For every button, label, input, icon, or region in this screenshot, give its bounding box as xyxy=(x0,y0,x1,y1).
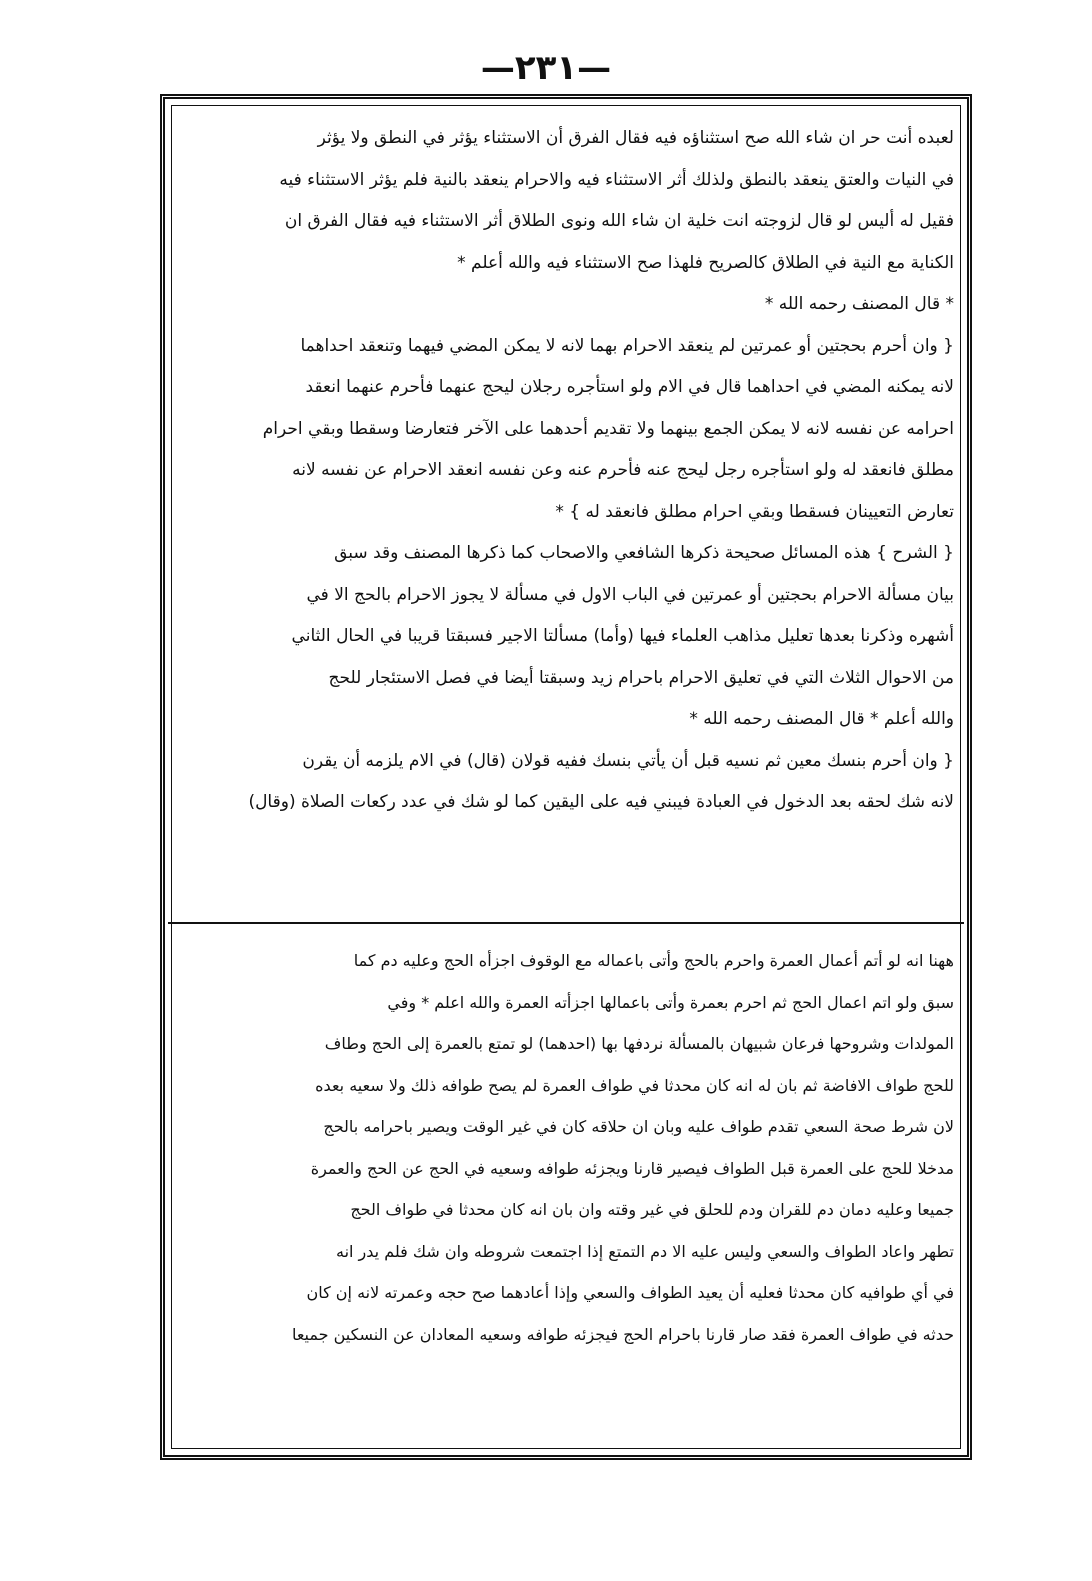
footnote-line: للحج طواف الافاضة ثم بان له انه كان محدثا في طواف العمرة لم يصح طوافه ذلك ولا سعيه بعده xyxy=(315,1075,954,1095)
main-text-line: من الاحوال الثلاث التي في تعليق الاحرام باحرام زيد وسبقتا أيضا في فصل الاستئجار للحج xyxy=(328,667,954,688)
main-text xyxy=(178,118,954,824)
footnote-line: المولدات وشروحها فرعان شبيهان بالمسألة نردفها بها (احدهما) لو تمتع بالعمرة إلى الحج وطاف xyxy=(324,1034,954,1053)
main-text-line: احرامه عن نفسه لانه لا يمكن الجمع بينهما ولا تقديم أحدهما على الآخر فتعارضا وسقطا وبقي احرام xyxy=(262,418,954,439)
main-text-line: { الشرح } هذه المسائل صحيحة ذكرها الشافعي والاصحاب كما ذكرها المصنف وقد سبق xyxy=(334,543,954,563)
main-text-line: { وان أحرم بنسك معين ثم نسيه قبل أن يأتي بنسك ففيه قولان (قال) في الام يلزمه أن يقرن xyxy=(302,750,954,771)
footnote-line: لان شرط صحة السعي تقدم طواف عليه وبان ان حلاقه كان في غير الوقت ويصير باحرامه بالحج xyxy=(323,1117,954,1136)
footnote-line: ههنا انه لو أتم أعمال العمرة واحرم بالحج وأتى باعماله مع الوقوف اجزأه الحج وعليه دم كما xyxy=(353,951,954,970)
footnote-line: جميعا وعليه دمان دم للقران ودم للحلق في غير وقته وان بان انه كان محدثا في طواف الحج xyxy=(350,1200,954,1219)
main-text-line: الكناية مع النية في الطلاق كالصريح فلهذا صح الاستثناء فيه والله أعلم * xyxy=(457,252,954,273)
main-text-line: { وان أحرم بحجتين أو عمرتين لم ينعقد الاحرام بهما لانه لا يمكن المضي فيهما وتنعقد احداهما xyxy=(300,335,954,356)
main-text-line: أشهره وذكرنا بعدها تعليل مذاهب العلماء فيها (وأما) مسألتا الاجير فسبقتا قريبا في الحال الثاني xyxy=(291,626,954,646)
main-text-line: والله أعلم * قال المصنف رحمه الله * xyxy=(689,709,954,729)
footnote-line: حدثه في طواف العمرة فقد صار قارنا باحرام الحج فيجزئه طوافه وسعيه المعادان عن النسكين جميعا xyxy=(291,1324,954,1344)
page-number: —٢٣١— xyxy=(480,48,612,88)
footnote-divider xyxy=(168,922,964,924)
main-text-line: بيان مسألة الاحرام بحجتين أو عمرتين في الباب الاول في مسألة لا يجوز الاحرام بالحج الا في xyxy=(306,584,954,605)
section-heading: * قال المصنف رحمه الله * xyxy=(764,294,954,314)
footnote-text xyxy=(178,940,954,1355)
main-text-line: لانه شك لحقه بعد الدخول في العبادة فيبني فيه على اليقين كما لو شك في عدد ركعات الصلاة (وقال) xyxy=(248,792,954,812)
footnote-line: سبق ولو اتم اعمال الحج ثم احرم بعمرة وأتى باعمالها اجزأته العمرة والله اعلم * وفي xyxy=(387,992,954,1012)
footnote-line: في أي طوافيه كان محدثا فعليه أن يعيد الطواف والسعي وإذا أعادهما صح حجه وعمرته لانه إن كان xyxy=(306,1283,954,1302)
main-text-line: مطلق فانعقد له ولو استأجره رجل ليحج عنه فأحرم عنه وعن نفسه انعقد الاحرام عن نفسه لانه xyxy=(292,460,954,480)
main-text-line: لعبده أنت حر ان شاء الله صح استثناؤه فيه فقال الفرق أن الاستثناء يؤثر في النطق ولا يؤثر xyxy=(317,128,954,148)
main-text-line: لانه يمكنه المضي في احداهما قال في الام ولو استأجره رجلان ليحج عنهما فأحرم عنهما انعقد xyxy=(305,377,954,397)
footnote-line: تطهر واعاد الطواف والسعي وليس عليه الا دم التمتع إذا اجتمعت شروطه وان شك فلم يدر انه xyxy=(335,1241,954,1261)
main-text-line: في النيات والعتق ينعقد بالنطق ولذلك أثر الاستثناء فيه والاحرام ينعقد بالنية فلم يؤثر الاستثناء فيه xyxy=(279,169,954,190)
main-text-line: فقيل له أليس لو قال لزوجته انت خلية ان شاء الله ونوى الطلاق أثر الاستثناء فيه فقال الفرق ان xyxy=(284,211,954,231)
footnote-line: مدخلا للحج على العمرة قبل الطواف فيصير قارنا ويجزئه طوافه وسعيه في الحج عن الحج والعمرة xyxy=(310,1158,954,1178)
main-text-line: تعارض التعيينان فسقطا وبقي احرام مطلق فانعقد له } * xyxy=(555,501,954,522)
